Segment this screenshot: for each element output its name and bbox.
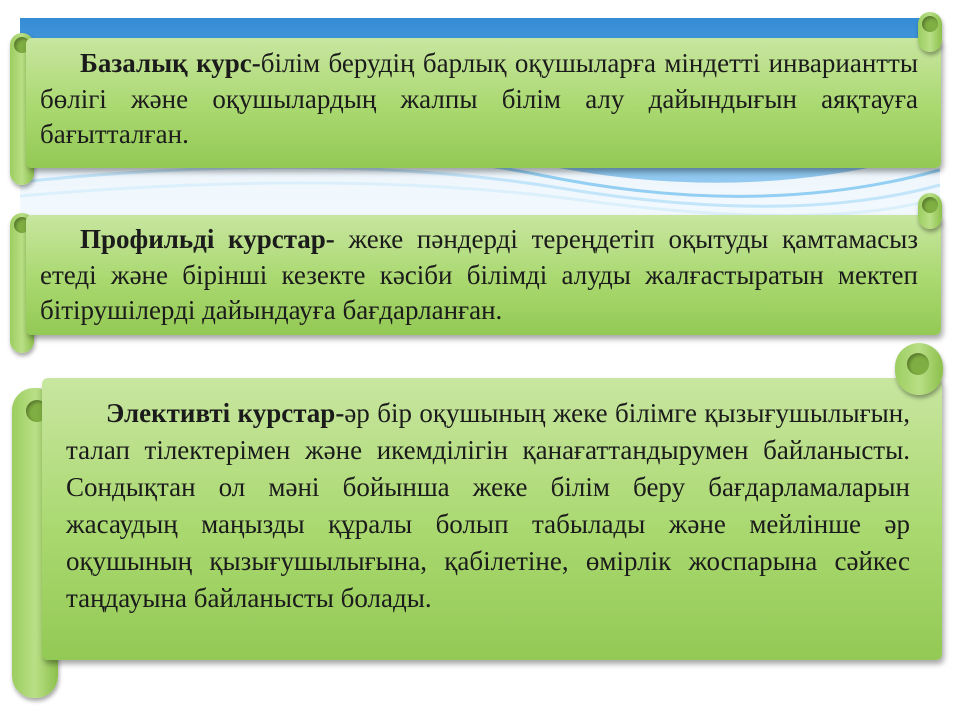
term-basic-course: Базалық курс- [80,48,261,78]
body-basic-course: білім берудің барлық оқушыларға міндетті инвариантты бөлігі және оқушылардың жалпы білім алу дайындығын аяқтауға бағытталған. [40,48,919,149]
body-profile-courses: жеке пәндерді тереңдетіп оқытуды қамтамасыз етеді және бірінші кезекте кәсіби білімді алуды жалғастыратын мектеп бітірушілерді дайындауға бағдарланған. [40,224,918,325]
term-elective-courses: Элективті курстар- [106,398,345,428]
scroll-2-right-curl [922,197,938,213]
text-block-basic-course [40,46,918,153]
text-block-profile-courses [40,222,918,329]
scroll-3-right-curl [907,353,929,375]
text-block-elective-courses [66,395,910,617]
body-elective-courses: әр бір оқушының жеке білімге қызығушылығын, талап тілектерімен және икемділігін қанағаттандырумен байланысты. Сондықтан ол мәні бойынша жеке білім беру бағдарламаларын жасаудың маңызды құралы болып табылады және мейлінше әр оқушының қызығушылығына, қабілетіне, өмірлік жоспарына сәйкес таңдауына байланысты болады. [66,398,910,613]
term-profile-courses: Профильді курстар- [80,224,335,254]
scroll-1-right-curl [922,16,938,32]
